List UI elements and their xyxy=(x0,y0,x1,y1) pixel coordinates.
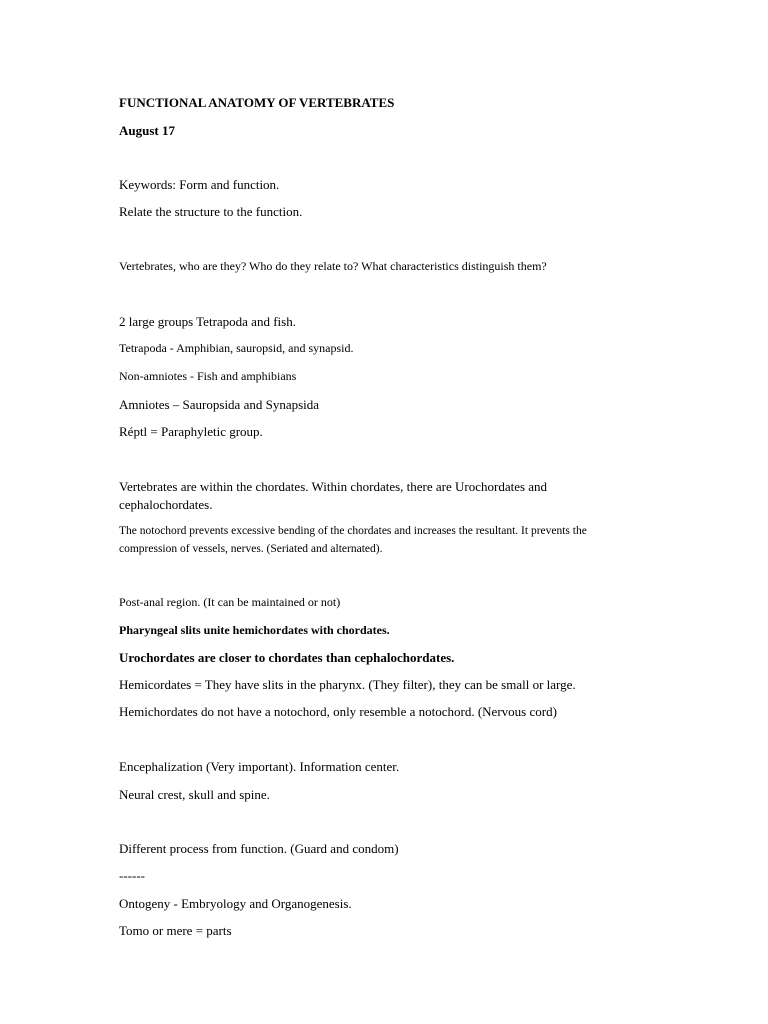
different-process-line: Different process from function. (Guard and condom) xyxy=(119,841,399,856)
document-date: August 17 xyxy=(119,123,175,138)
tomo-line: Tomo or mere = parts xyxy=(119,923,232,938)
two-groups-line: 2 large groups Tetrapoda and fish. xyxy=(119,314,296,329)
pharyngeal-line: Pharyngeal slits unite hemichordates with chordates. xyxy=(119,623,390,637)
hemichordates-notochord-line: Hemichordates do not have a notochord, only resemble a notochord. (Nervous cord) xyxy=(119,704,557,719)
ontogeny-line: Ontogeny - Embryology and Organogenesis. xyxy=(119,896,352,911)
within-chordates-paragraph: Vertebrates are within the chordates. Within chordates, there are Urochordates and cephalochordates. xyxy=(119,479,548,512)
neural-crest-line: Neural crest, skull and spine. xyxy=(119,787,270,802)
notochord-paragraph: The notochord prevents excessive bending of the chordates and increases the resultant. It prevents the compression of vessels, nerves. (Seriated and alternated). xyxy=(119,525,587,555)
document-title: FUNCTIONAL ANATOMY OF VERTEBRATES xyxy=(119,95,395,110)
non-amniotes-line: Non-amniotes - Fish and amphibians xyxy=(119,369,297,383)
relate-line: Relate the structure to the function. xyxy=(119,204,303,219)
tetrapoda-line: Tetrapoda - Amphibian, sauropsid, and synapsid. xyxy=(119,341,354,355)
urochordates-closer-line: Urochordates are closer to chordates than cephalochordates. xyxy=(119,650,455,665)
hemicordates-line: Hemicordates = They have slits in the pharynx. (They filter), they can be small or large. xyxy=(119,677,576,692)
amniotes-line: Amniotes – Sauropsida and Synapsida xyxy=(119,397,320,412)
keywords-line: Keywords: Form and function. xyxy=(119,177,280,192)
reptl-line: Réptl = Paraphyletic group. xyxy=(119,424,263,439)
dashes-separator: ------ xyxy=(119,868,145,883)
encephalization-line: Encephalization (Very important). Information center. xyxy=(119,759,400,774)
vertebrates-question-line: Vertebrates, who are they? Who do they relate to? What characteristics distinguish them? xyxy=(119,259,547,273)
post-anal-line: Post-anal region. (It can be maintained or not) xyxy=(119,595,341,609)
